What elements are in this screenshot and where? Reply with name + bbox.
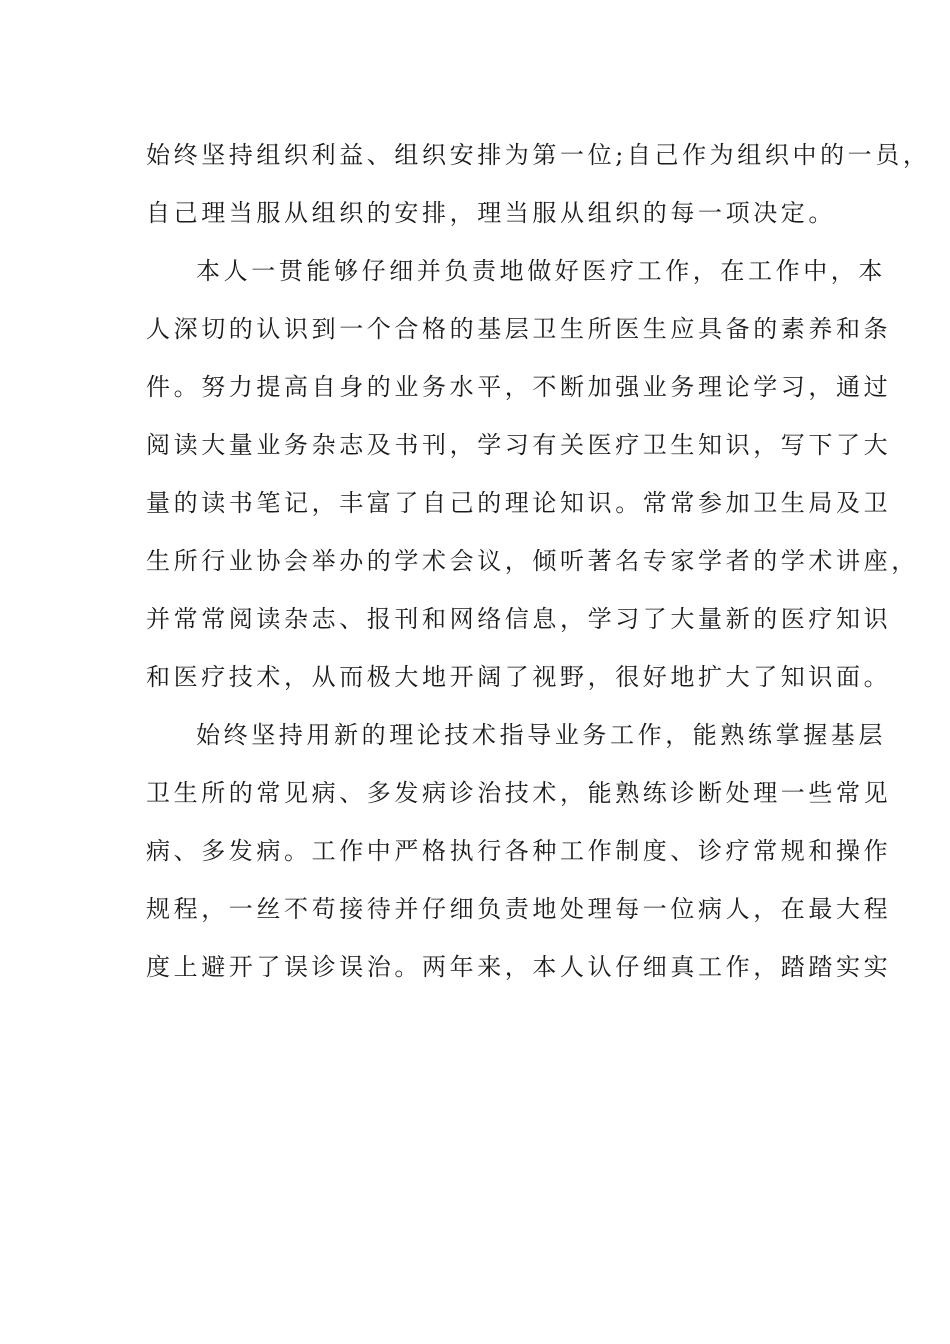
text-line: 量的读书笔记，丰富了自己的理论知识。常常参加卫生局及卫 xyxy=(146,489,892,517)
paragraph-first-line: 本人一贯能够仔细并负责地做好医疗工作，在工作中，本 xyxy=(196,257,886,285)
text-line: 件。努力提高自身的业务水平，不断加强业务理论学习，通过 xyxy=(146,373,892,401)
text-line: 度上避开了误诊误治。两年来，本人认仔细真工作，踏踏实实 xyxy=(146,953,892,981)
text-line: 自己理当服从组织的安排，理当服从组织的每一项决定。 xyxy=(146,199,836,227)
text-line: 并常常阅读杂志、报刊和网络信息，学习了大量新的医疗知识 xyxy=(146,605,892,633)
text-line: 人深切的认识到一个合格的基层卫生所医生应具备的素养和条 xyxy=(146,315,892,343)
text-line: 和医疗技术，从而极大地开阔了视野，很好地扩大了知识面。 xyxy=(146,663,892,691)
text-line: 生所行业协会举办的学术会议，倾听著名专家学者的学术讲座， xyxy=(146,547,919,575)
body-text xyxy=(146,126,931,996)
paragraph-first-line: 始终坚持用新的理论技术指导业务工作，能熟练掌握基层 xyxy=(196,721,886,749)
text-line: 阅读大量业务杂志及书刊，学习有关医疗卫生知识，写下了大 xyxy=(146,431,892,459)
text-line: 始终坚持组织利益、组织安排为第一位;自己作为组织中的一员， xyxy=(146,141,931,169)
text-line: 规程，一丝不苟接待并仔细负责地处理每一位病人，在最大程 xyxy=(146,895,892,923)
text-line: 卫生所的常见病、多发病诊治技术，能熟练诊断处理一些常见 xyxy=(146,779,892,807)
text-line: 病、多发病。工作中严格执行各种工作制度、诊疗常规和操作 xyxy=(146,837,892,865)
